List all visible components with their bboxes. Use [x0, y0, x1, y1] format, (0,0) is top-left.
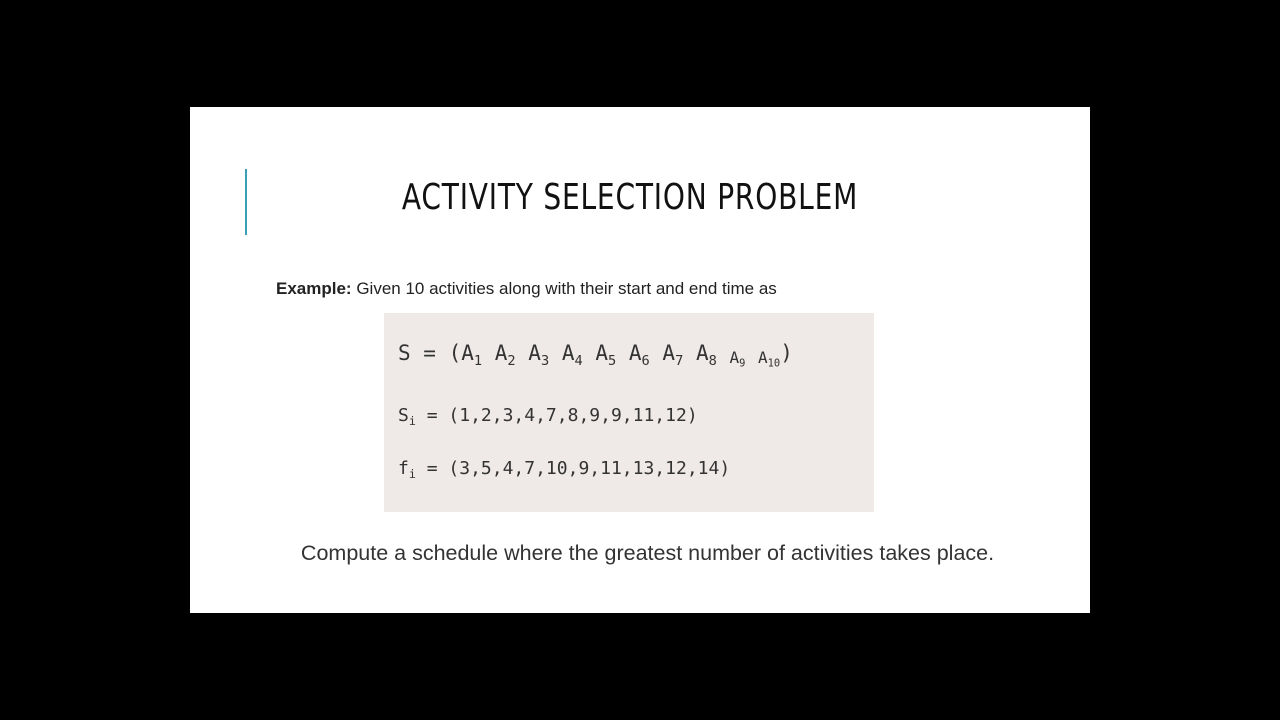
accent-bar — [245, 169, 247, 235]
start-var: S — [398, 405, 409, 426]
activity-sub: 9 — [739, 357, 746, 370]
activity-sub: 2 — [507, 352, 516, 369]
activity-base: A — [628, 341, 642, 365]
activity-item — [494, 341, 516, 369]
finish-times-formula — [398, 458, 731, 482]
activity-base: A — [729, 348, 740, 368]
finish-sub: i — [408, 467, 416, 482]
activity-set-lhs: S = ( — [398, 341, 462, 365]
activity-item — [662, 341, 684, 369]
activity-item — [561, 341, 583, 369]
activity-base: A — [662, 341, 676, 365]
activity-sub: 4 — [574, 352, 583, 369]
compute-instruction: Compute a schedule where the greatest number of activities takes place. — [300, 541, 995, 565]
start-values: = (1,2,3,4,7,8,9,9,11,12) — [415, 405, 698, 426]
finish-var: f — [398, 458, 409, 479]
activity-item — [628, 341, 650, 369]
start-sub: i — [408, 414, 416, 429]
slide-title: ACTIVITY SELECTION PROBLEM — [401, 177, 859, 218]
start-times-formula — [398, 405, 698, 429]
activity-item — [528, 341, 550, 369]
activity-item — [695, 341, 717, 369]
activity-sub: 5 — [608, 352, 617, 369]
example-label: Example: — [276, 279, 352, 298]
finish-values: = (3,5,4,7,10,9,11,13,12,14) — [415, 458, 731, 479]
activity-base: A — [461, 341, 474, 365]
activity-set-formula — [398, 341, 793, 370]
slide — [190, 107, 1090, 613]
activity-item — [595, 341, 617, 369]
activity-sub: 6 — [641, 352, 650, 369]
activity-base: A — [561, 341, 575, 365]
activity-base: A — [494, 341, 508, 365]
activity-item — [461, 341, 483, 369]
activity-sub: 10 — [767, 357, 781, 370]
activity-item — [758, 348, 781, 370]
activity-base: A — [695, 341, 709, 365]
activity-sub: 1 — [473, 352, 483, 369]
activity-items — [461, 341, 781, 370]
activity-base: A — [595, 341, 608, 365]
activity-base: A — [528, 341, 541, 365]
activity-base: A — [758, 348, 768, 368]
example-text: Given 10 activities along with their start and end time as — [351, 279, 777, 298]
activity-sub: 7 — [675, 352, 684, 369]
formula-box — [384, 313, 874, 512]
activity-sub: 3 — [540, 352, 550, 369]
activity-set-close: ) — [780, 341, 793, 365]
activity-sub: 8 — [708, 352, 717, 369]
example-intro — [276, 279, 777, 299]
activity-item — [729, 348, 746, 370]
